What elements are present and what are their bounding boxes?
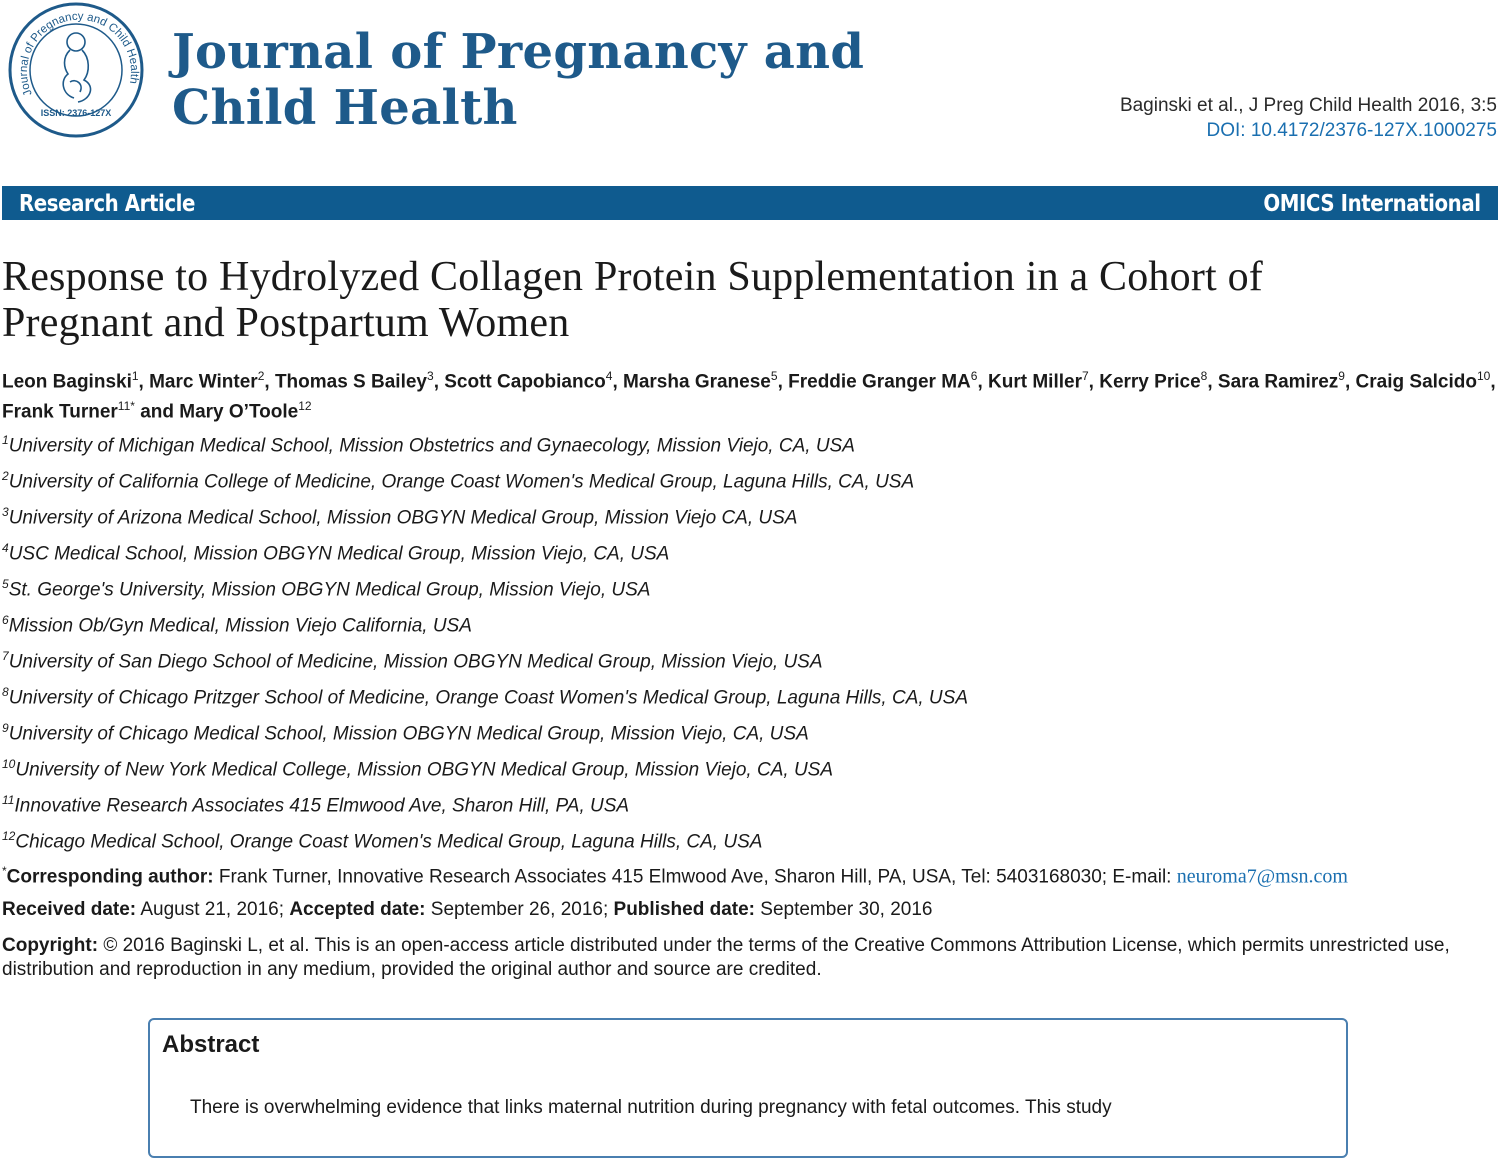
affiliation-number: 6 [2, 613, 9, 627]
affiliation-item [2, 566, 1498, 602]
affiliation-number: 8 [2, 685, 9, 699]
logo-issn: ISSN: 2376-127X [40, 108, 112, 118]
copyright-text: © 2016 Baginski L, et al. This is an open-access article distributed under the terms of the Creative Commons Attribution License, which permits unrestricted use, distribution and reproduction in any medium, provided the original author and source are credited. [2, 935, 1450, 980]
affiliation-text: University of Michigan Medical School, Mission Obstetrics and Gynaecology, Mission Viejo, CA, USA [8, 435, 855, 457]
affiliation-number: 5 [2, 577, 9, 591]
received-date: August 21, 2016; [136, 899, 290, 920]
affiliation-item [2, 710, 1498, 746]
affiliation-list [2, 422, 1498, 854]
affiliation-number: 11 [2, 793, 15, 807]
publisher-label: OMICS International [1263, 191, 1481, 217]
author-separator: , [777, 371, 789, 393]
author-affiliation-marker: 8 [1200, 369, 1208, 383]
author-name: Craig Salcido [1355, 371, 1477, 393]
author-name: Mary O’Toole [179, 401, 299, 423]
author-separator: , [1490, 371, 1496, 393]
citation-box [1120, 93, 1497, 143]
received-label: Received date: [2, 899, 137, 920]
author-separator: , [977, 371, 989, 393]
article-type-banner [2, 186, 1498, 220]
affiliation-text: University of San Diego School of Medicine, Mission OBGYN Medical Group, Mission Viejo, USA [8, 651, 823, 673]
author-separator: , [1344, 371, 1356, 393]
author-affiliation-marker: 11* [117, 399, 135, 414]
affiliation-item [2, 746, 1498, 782]
author-separator: and [134, 401, 180, 423]
affiliation-text: Chicago Medical School, Orange Coast Women's Medical Group, Laguna Hills, CA, USA [15, 831, 763, 853]
accepted-label: Accepted date: [289, 899, 426, 920]
author-separator: , [1088, 371, 1100, 393]
affiliation-text: Mission Ob/Gyn Medical, Mission Viejo California, USA [8, 615, 472, 637]
affiliation-item [2, 674, 1498, 710]
author-affiliation-marker: 5 [770, 369, 778, 383]
corresponding-label: Corresponding author: [6, 866, 214, 888]
journal-logo [4, 2, 144, 140]
author-separator: , [433, 371, 445, 393]
affiliation-item [2, 782, 1498, 818]
affiliation-text: Innovative Research Associates 415 Elmwood Ave, Sharon Hill, PA, USA [14, 795, 630, 817]
author-affiliation-marker: 2 [257, 369, 265, 383]
author-name: Frank Turner [2, 401, 118, 423]
affiliation-number: 7 [2, 649, 9, 663]
copyright-label: Copyright: [2, 935, 99, 956]
doi-link[interactable]: DOI: 10.4172/2376-127X.1000275 [1206, 120, 1497, 141]
affiliation-item [2, 638, 1498, 674]
abstract-text: There is overwhelming evidence that links maternal nutrition during pregnancy with fetal outcomes. This study [190, 1097, 1112, 1118]
affiliation-text: University of California College of Medicine, Orange Coast Women's Medical Group, Laguna Hills, CA, USA [8, 471, 915, 493]
author-list [2, 364, 1498, 425]
author-name: Scott Capobianco [444, 371, 606, 393]
affiliation-item [2, 494, 1498, 530]
author-separator: , [1207, 371, 1218, 393]
corresponding-text: Frank Turner, Innovative Research Associates 415 Elmwood Ave, Sharon Hill, PA, USA, Tel: 5403168030; E-mail: [213, 866, 1177, 888]
abstract-box [148, 1018, 1348, 1158]
author-name: Thomas S Bailey [274, 371, 427, 393]
citation: Baginski et al., J Preg Child Health 2016, 3:5 [1119, 95, 1497, 116]
author-affiliation-marker: 4 [605, 369, 613, 383]
author-separator: , [138, 371, 150, 393]
affiliation-number: 1 [2, 433, 9, 447]
author-name: Freddie Granger MA [788, 371, 971, 393]
affiliation-number: 3 [2, 505, 9, 519]
affiliation-text: University of Chicago Pritzger School of Medicine, Orange Coast Women's Medical Group, Laguna Hills, CA, USA [8, 687, 969, 709]
affiliation-item [2, 458, 1498, 494]
author-separator: , [612, 371, 624, 393]
affiliation-text: St. George's University, Mission OBGYN Medical Group, Mission Viejo, USA [8, 579, 651, 601]
author-name: Marsha Granese [623, 371, 771, 393]
affiliation-item [2, 818, 1498, 854]
author-name: Marc Winter [149, 371, 258, 393]
author-affiliation-marker: 3 [427, 369, 434, 383]
affiliation-number: 2 [2, 469, 9, 483]
affiliation-item [2, 422, 1498, 458]
author-affiliation-marker: 10 [1476, 369, 1491, 383]
affiliation-number: 4 [2, 541, 9, 555]
published-label: Published date: [613, 899, 755, 920]
author-name: Kerry Price [1099, 371, 1201, 393]
abstract-heading: Abstract [162, 1031, 260, 1058]
corresponding-author [2, 858, 1498, 890]
publication-dates [2, 897, 1498, 923]
author-name: Sara Ramirez [1217, 371, 1339, 393]
affiliation-number: 9 [2, 721, 9, 735]
copyright-notice [2, 934, 1498, 982]
author-affiliation-marker: 7 [1081, 369, 1089, 383]
author-affiliation-marker: 6 [970, 369, 978, 383]
affiliation-item [2, 602, 1498, 638]
paper-title: Response to Hydrolyzed Collagen Protein Supplementation in a Cohort of Pregnant and Postpartum Women [2, 254, 1263, 346]
author-separator: , [264, 371, 275, 393]
affiliation-number: 10 [2, 757, 16, 771]
corresponding-marker: * [2, 864, 7, 878]
author-affiliation-marker: 12 [298, 399, 312, 414]
affiliation-item [2, 530, 1498, 566]
article-type-label: Research Article [19, 191, 195, 217]
published-date: September 30, 2016 [755, 899, 933, 920]
email-link[interactable]: neuroma7@msn.com [1176, 865, 1348, 888]
logo-ring-text: Journal of Pregnancy and Child Health [17, 10, 141, 98]
affiliation-number: 12 [2, 829, 16, 843]
author-name: Leon Baginski [2, 371, 132, 393]
affiliation-text: University of Chicago Medical School, Mission OBGYN Medical Group, Mission Viejo, CA, USA [8, 723, 809, 745]
affiliation-text: University of New York Medical College, Mission OBGYN Medical Group, Mission Viejo, CA, USA [15, 759, 834, 781]
affiliation-text: University of Arizona Medical School, Mission OBGYN Medical Group, Mission Viejo CA, USA [8, 507, 798, 529]
journal-title: Journal of Pregnancy and Child Health [172, 24, 865, 136]
author-name: Kurt Miller [988, 371, 1082, 393]
accepted-date: September 26, 2016; [425, 899, 614, 920]
affiliation-text: USC Medical School, Mission OBGYN Medical Group, Mission Viejo, CA, USA [8, 543, 670, 565]
author-affiliation-marker: 1 [131, 369, 139, 383]
author-affiliation-marker: 9 [1338, 369, 1345, 383]
